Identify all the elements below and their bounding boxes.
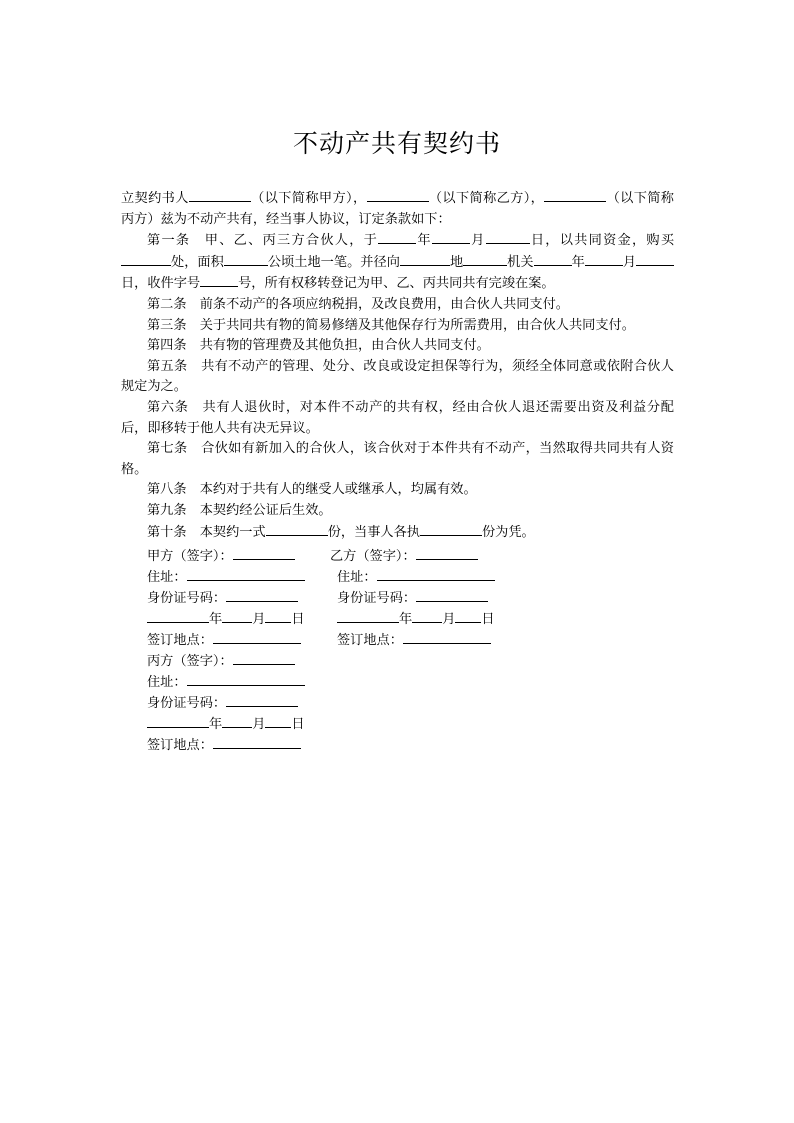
article-text: 处，面积 xyxy=(171,254,224,270)
party-c-place-field[interactable] xyxy=(213,735,301,749)
article-text: 年 xyxy=(571,254,585,270)
document-title: 不动产共有契约书 xyxy=(292,129,501,158)
party-a-address-field[interactable] xyxy=(187,567,305,581)
article-2: 第二条 前条不动产的各项应纳税捐，及改良费用，由合伙人共同支付。 xyxy=(147,296,569,312)
party-c-sign-field[interactable] xyxy=(233,651,295,665)
party-b-date xyxy=(337,609,495,631)
date-day-label: 日 xyxy=(291,612,305,627)
party-a-sign-field[interactable] xyxy=(233,546,295,560)
party-c-address xyxy=(147,672,305,694)
id-label: 身份证号码： xyxy=(147,591,227,606)
signature-label: 甲方（签字）： xyxy=(147,549,233,564)
place-label: 签订地点： xyxy=(147,633,213,648)
party-a-signature xyxy=(147,546,295,568)
blank-day[interactable] xyxy=(486,230,530,244)
date-month-label: 月 xyxy=(252,612,266,627)
article-text: 号，所有权移转登记为甲、乙、丙共同共有完竣在案。 xyxy=(238,276,555,292)
intro-text: （以下简称乙方）， xyxy=(428,191,545,206)
article-5: 第五条 共有不动产的管理、处分、改良或设定担保等行为，须经全体同意或依附合伙人规定为之。 xyxy=(121,358,674,395)
date-year-label: 年 xyxy=(399,612,413,627)
blank-authority[interactable] xyxy=(463,252,507,266)
party-c-signature xyxy=(147,651,295,673)
party-b-sign-field[interactable] xyxy=(416,546,478,560)
party-c-id-field[interactable] xyxy=(226,693,298,707)
article-6: 第六条 共有人退伙时，对本件不动产的共有权，经由合伙人退还需要出资及利益分配后，即移转于他人共有决无异议。 xyxy=(121,399,674,436)
party-c-id xyxy=(147,693,298,715)
article-text: 地 xyxy=(449,254,464,270)
article-text: 日，收件字号 xyxy=(121,276,201,292)
party-a-address xyxy=(147,567,305,589)
blank-copies[interactable] xyxy=(266,522,328,536)
party-c-place xyxy=(147,735,301,757)
intro-text: （以下简称丙方）兹为不动产共有，经当事人协议，订定条款如下： xyxy=(121,191,674,227)
article-text: 第一条 甲、乙、丙三方合伙人，于 xyxy=(147,233,379,249)
id-label: 身份证号码： xyxy=(337,591,417,606)
blank-party-c[interactable] xyxy=(544,188,606,202)
article-text: 第十条 本契约一式 xyxy=(147,524,266,540)
party-b-month-field[interactable] xyxy=(412,609,442,623)
party-c-day-field[interactable] xyxy=(265,714,291,728)
article-text: 公顷土地一笔。并径向 xyxy=(267,254,400,270)
date-month-label: 月 xyxy=(252,717,266,732)
address-label: 住址： xyxy=(337,570,377,585)
signature-label: 丙方（签字）： xyxy=(147,654,233,669)
blank-each-copies[interactable] xyxy=(420,522,482,536)
date-year-label: 年 xyxy=(209,612,223,627)
contract-body xyxy=(121,188,674,543)
party-c-month-field[interactable] xyxy=(222,714,252,728)
intro-text: 立契约书人 xyxy=(121,191,189,206)
party-b-day-field[interactable] xyxy=(455,609,481,623)
article-text: 月 xyxy=(469,233,486,249)
party-b-signature xyxy=(330,546,478,568)
party-a-year-field[interactable] xyxy=(147,609,209,623)
article-3: 第三条 关于共同共有物的简易修缮及其他保存行为所需费用，由合伙人共同支付。 xyxy=(147,317,635,333)
party-b-year-field[interactable] xyxy=(337,609,399,623)
date-day-label: 日 xyxy=(291,717,305,732)
party-a-id xyxy=(147,588,298,610)
blank-reg-day[interactable] xyxy=(636,252,674,266)
article-4: 第四条 共有物的管理费及其他负担，由合伙人共同支付。 xyxy=(147,338,490,354)
date-day-label: 日 xyxy=(481,612,495,627)
blank-year[interactable] xyxy=(378,230,416,244)
party-a-place xyxy=(147,630,301,652)
article-7: 第七条 合伙如有新加入的合伙人，该合伙对于本件共有不动产，当然取得共同共有人资格。 xyxy=(121,441,674,477)
article-text: 份，当事人各执 xyxy=(327,524,420,540)
date-year-label: 年 xyxy=(209,717,223,732)
party-a-day-field[interactable] xyxy=(265,609,291,623)
party-b-id xyxy=(337,588,488,610)
blank-reg-month[interactable] xyxy=(585,252,623,266)
article-text: 份为凭。 xyxy=(482,524,535,540)
blank-party-a[interactable] xyxy=(189,188,251,202)
party-c-date xyxy=(147,714,305,736)
party-b-place-field[interactable] xyxy=(403,630,491,644)
party-b-address xyxy=(337,567,495,589)
blank-area[interactable] xyxy=(224,252,268,266)
party-a-date xyxy=(147,609,305,631)
article-9: 第九条 本契约经公证后生效。 xyxy=(147,502,332,518)
party-b-place xyxy=(337,630,491,652)
blank-reg-year[interactable] xyxy=(534,252,572,266)
date-month-label: 月 xyxy=(442,612,456,627)
party-a-month-field[interactable] xyxy=(222,609,252,623)
blank-month[interactable] xyxy=(432,230,470,244)
address-label: 住址： xyxy=(147,675,187,690)
blank-region[interactable] xyxy=(400,252,450,266)
intro-paragraph xyxy=(121,188,674,230)
signature-label: 乙方（签字）： xyxy=(330,549,416,564)
article-8: 第八条 本约对于共有人的继受人或继承人，均属有效。 xyxy=(147,482,477,498)
article-text: 日，以共同资金，购买 xyxy=(529,233,675,249)
party-b-address-field[interactable] xyxy=(377,567,495,581)
party-a-place-field[interactable] xyxy=(213,630,301,644)
id-label: 身份证号码： xyxy=(147,696,227,711)
blank-receipt-no[interactable] xyxy=(200,273,238,287)
party-a-id-field[interactable] xyxy=(226,588,298,602)
place-label: 签订地点： xyxy=(147,738,213,753)
blank-location[interactable] xyxy=(121,252,171,266)
article-text: 月 xyxy=(622,254,637,270)
article-text: 机关 xyxy=(507,254,534,270)
party-b-id-field[interactable] xyxy=(416,588,488,602)
article-10 xyxy=(121,522,674,544)
article-text: 年 xyxy=(416,233,432,249)
blank-party-b[interactable] xyxy=(367,188,429,202)
address-label: 住址： xyxy=(147,570,187,585)
party-c-year-field[interactable] xyxy=(147,714,209,728)
party-c-address-field[interactable] xyxy=(187,672,305,686)
intro-text: （以下简称甲方）， xyxy=(250,191,367,206)
place-label: 签订地点： xyxy=(337,633,403,648)
article-1 xyxy=(121,230,674,295)
